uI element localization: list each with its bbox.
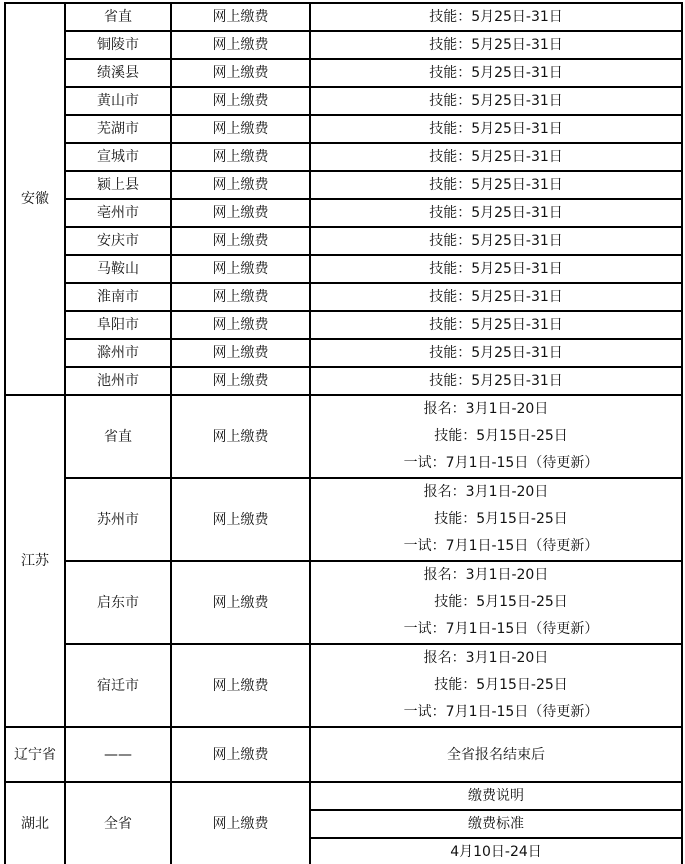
time-cell: 全省报名结束后 bbox=[310, 727, 682, 782]
method-cell: 网上缴费 bbox=[171, 255, 310, 283]
region-cell: 亳州市 bbox=[65, 199, 171, 227]
table-row bbox=[5, 171, 682, 199]
region-cell: 淮南市 bbox=[65, 283, 171, 311]
time-cell bbox=[310, 395, 682, 478]
province-cell-liaoning: 辽宁省 bbox=[5, 727, 65, 782]
region-cell: 宿迁市 bbox=[65, 644, 171, 727]
exam-period: 一试：7月1日-15日（待更新） bbox=[403, 538, 599, 554]
region-cell: —— bbox=[65, 727, 171, 782]
method-cell: 网上缴费 bbox=[171, 87, 310, 115]
exam-period: 一试：7月1日-15日（待更新） bbox=[403, 455, 599, 471]
method-cell: 网上缴费 bbox=[171, 395, 310, 478]
time-cell: 技能：5月25日-31日 bbox=[310, 171, 682, 199]
table-row bbox=[5, 782, 682, 810]
time-cell: 技能：5月25日-31日 bbox=[310, 283, 682, 311]
skill-period: 技能：5月15日-25日 bbox=[434, 428, 568, 444]
time-cell: 技能：5月25日-31日 bbox=[310, 143, 682, 171]
table-row bbox=[5, 255, 682, 283]
skill-period: 技能：5月15日-25日 bbox=[434, 594, 568, 610]
method-cell: 网上缴费 bbox=[171, 311, 310, 339]
region-cell: 省直 bbox=[65, 3, 171, 31]
table-row bbox=[5, 115, 682, 143]
signup-period: 报名：3月1日-20日 bbox=[423, 567, 549, 583]
method-cell: 网上缴费 bbox=[171, 227, 310, 255]
method-cell: 网上缴费 bbox=[171, 478, 310, 561]
time-cell: 技能：5月25日-31日 bbox=[310, 367, 682, 395]
table-row bbox=[5, 87, 682, 115]
method-cell: 网上缴费 bbox=[171, 199, 310, 227]
table-row bbox=[5, 31, 682, 59]
signup-period: 报名：3月1日-20日 bbox=[423, 484, 549, 500]
table-row bbox=[5, 3, 682, 31]
time-cell: 技能：5月25日-31日 bbox=[310, 199, 682, 227]
method-cell: 网上缴费 bbox=[171, 727, 310, 782]
table-row bbox=[5, 143, 682, 171]
method-cell: 网上缴费 bbox=[171, 367, 310, 395]
skill-period: 技能：5月15日-25日 bbox=[434, 677, 568, 693]
province-cell-jiangsu: 江苏 bbox=[5, 395, 65, 727]
signup-period: 报名：3月1日-20日 bbox=[423, 650, 549, 666]
region-cell: 马鞍山 bbox=[65, 255, 171, 283]
table-row bbox=[5, 311, 682, 339]
province-cell-hubei: 湖北 bbox=[5, 782, 65, 864]
time-cell bbox=[310, 561, 682, 644]
method-cell: 网上缴费 bbox=[171, 283, 310, 311]
table-row bbox=[5, 367, 682, 395]
time-cell: 4月10日-24日 bbox=[310, 838, 682, 864]
time-cell bbox=[310, 644, 682, 727]
time-cell: 技能：5月25日-31日 bbox=[310, 3, 682, 31]
time-cell bbox=[310, 478, 682, 561]
method-cell: 网上缴费 bbox=[171, 31, 310, 59]
table-row bbox=[5, 227, 682, 255]
signup-period: 报名：3月1日-20日 bbox=[423, 401, 549, 417]
method-cell: 网上缴费 bbox=[171, 782, 310, 864]
region-cell: 宣城市 bbox=[65, 143, 171, 171]
table-row bbox=[5, 199, 682, 227]
time-cell: 技能：5月25日-31日 bbox=[310, 31, 682, 59]
table-row bbox=[5, 727, 682, 782]
time-cell: 技能：5月25日-31日 bbox=[310, 87, 682, 115]
region-cell: 阜阳市 bbox=[65, 311, 171, 339]
method-cell: 网上缴费 bbox=[171, 644, 310, 727]
exam-period: 一试：7月1日-15日（待更新） bbox=[403, 621, 599, 637]
region-cell: 铜陵市 bbox=[65, 31, 171, 59]
table-row bbox=[5, 59, 682, 87]
region-cell: 安庆市 bbox=[65, 227, 171, 255]
table-row bbox=[5, 644, 682, 727]
method-cell: 网上缴费 bbox=[171, 339, 310, 367]
time-cell: 技能：5月25日-31日 bbox=[310, 339, 682, 367]
region-cell: 池州市 bbox=[65, 367, 171, 395]
fee-standard-link[interactable]: 缴费标准 bbox=[310, 810, 682, 838]
time-cell: 技能：5月25日-31日 bbox=[310, 59, 682, 87]
method-cell: 网上缴费 bbox=[171, 115, 310, 143]
region-cell: 全省 bbox=[65, 782, 171, 864]
method-cell: 网上缴费 bbox=[171, 561, 310, 644]
table-row bbox=[5, 561, 682, 644]
fee-instructions-link[interactable]: 缴费说明 bbox=[310, 782, 682, 810]
table-row bbox=[5, 395, 682, 478]
method-cell: 网上缴费 bbox=[171, 171, 310, 199]
region-cell: 颍上县 bbox=[65, 171, 171, 199]
method-cell: 网上缴费 bbox=[171, 59, 310, 87]
region-cell: 滁州市 bbox=[65, 339, 171, 367]
region-cell: 苏州市 bbox=[65, 478, 171, 561]
province-cell-anhui: 安徽 bbox=[5, 3, 65, 395]
fee-schedule-table bbox=[4, 2, 683, 864]
time-cell: 技能：5月25日-31日 bbox=[310, 311, 682, 339]
table-row bbox=[5, 283, 682, 311]
skill-period: 技能：5月15日-25日 bbox=[434, 511, 568, 527]
table-row bbox=[5, 339, 682, 367]
time-cell: 技能：5月25日-31日 bbox=[310, 115, 682, 143]
table-row bbox=[5, 478, 682, 561]
region-cell: 芜湖市 bbox=[65, 115, 171, 143]
region-cell: 省直 bbox=[65, 395, 171, 478]
region-cell: 黄山市 bbox=[65, 87, 171, 115]
region-cell: 绩溪县 bbox=[65, 59, 171, 87]
method-cell: 网上缴费 bbox=[171, 3, 310, 31]
exam-period: 一试：7月1日-15日（待更新） bbox=[403, 704, 599, 720]
method-cell: 网上缴费 bbox=[171, 143, 310, 171]
region-cell: 启东市 bbox=[65, 561, 171, 644]
time-cell: 技能：5月25日-31日 bbox=[310, 255, 682, 283]
time-cell: 技能：5月25日-31日 bbox=[310, 227, 682, 255]
